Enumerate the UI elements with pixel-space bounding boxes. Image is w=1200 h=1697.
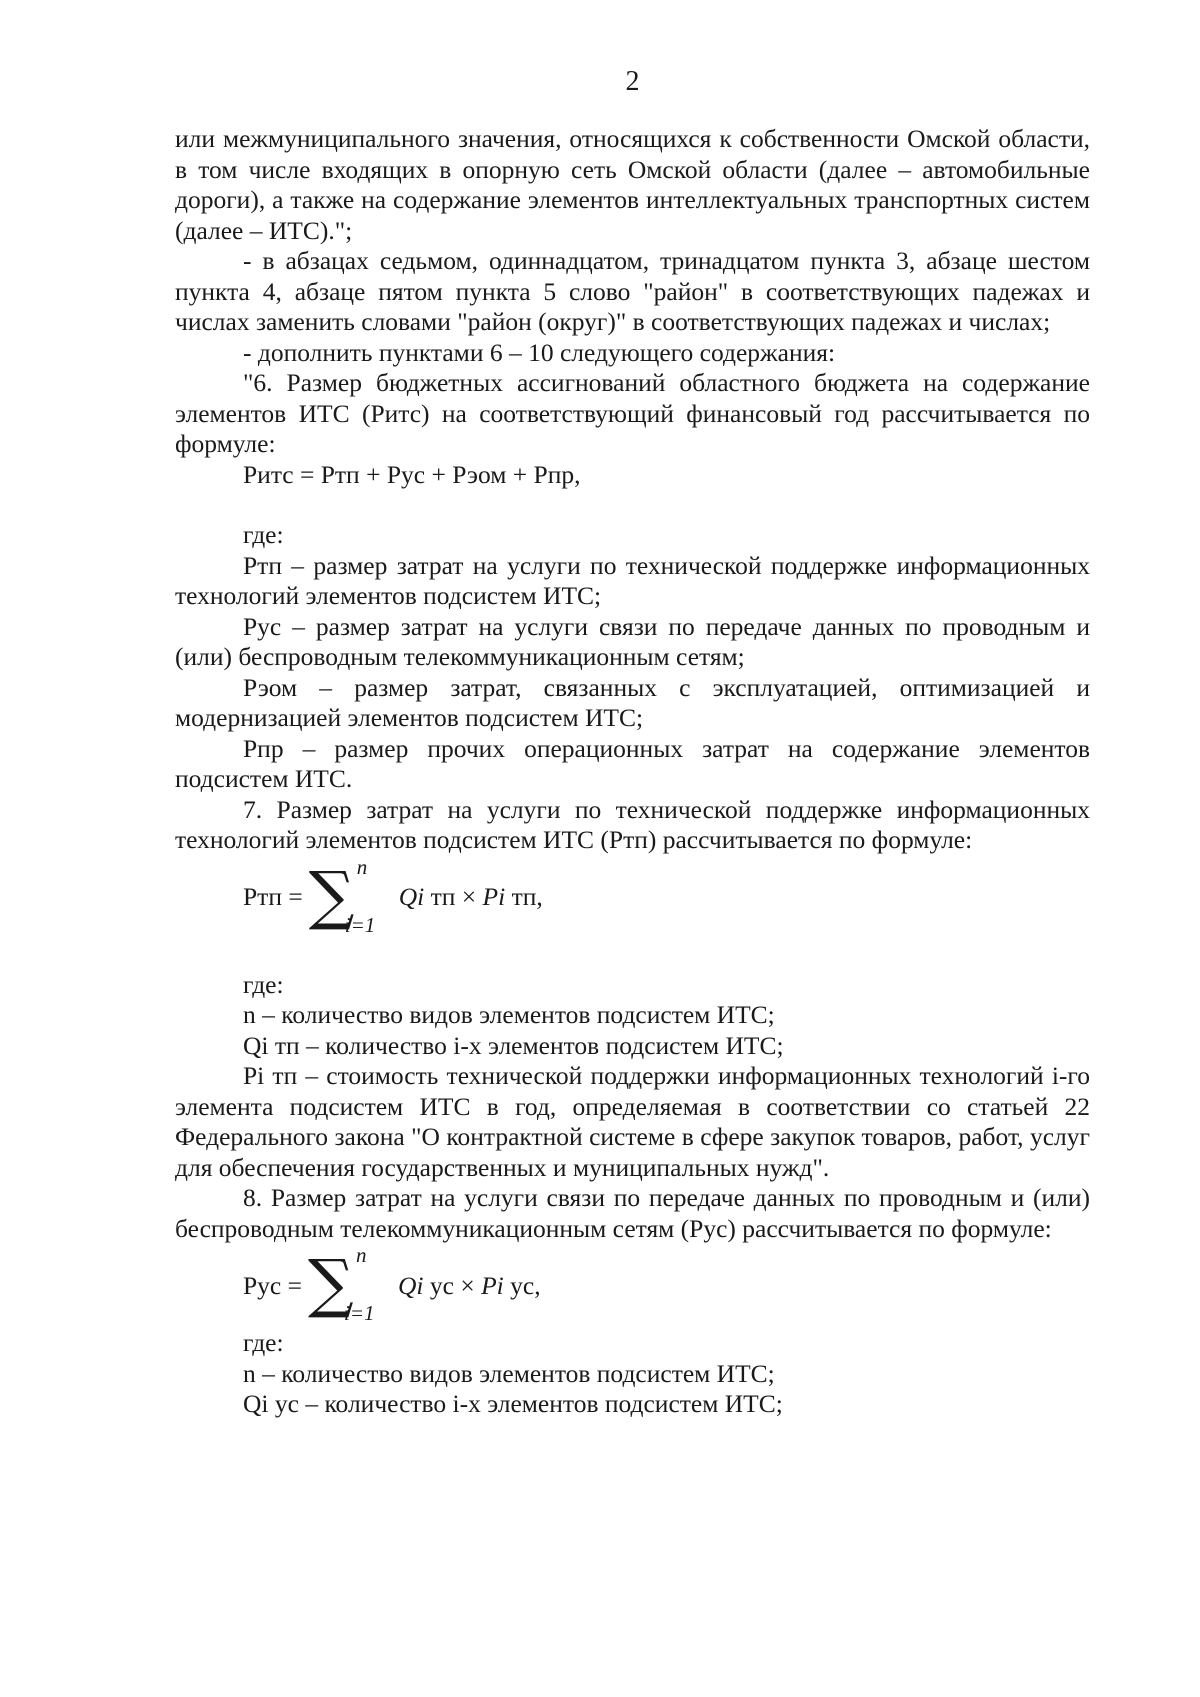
formula-rus: [175, 1243, 1090, 1326]
definition-n-2: n – количество видов элементов подсистем ИТС;: [243, 1358, 775, 1388]
formula-rtp-p-sub: тп,: [505, 882, 543, 912]
formula-rtp: [175, 854, 1090, 938]
paragraph-point-6: "6. Размер бюджетных ассигнований областного бюджета на содержание элементов ИТС (Ритс) на соответствующий финансовый год рассчитывается по формуле:: [175, 368, 1090, 458]
where-label-1: где:: [243, 520, 284, 549]
definition-rus: Рус – размер затрат на услуги связи по передаче данных по проводным и (или) беспроводным телекоммуникационным сетям;: [175, 611, 1090, 671]
formula-rus-p-sub: ус,: [503, 1270, 541, 1300]
page-number: 2: [625, 66, 640, 97]
sum-lower-limit: i=1: [344, 912, 376, 937]
paragraph-amendment-district: - в абзацах седьмом, одиннадцатом, тринадцатом пункта 3, абзаце шестом пункта 4, абзаце пятом пункта 5 слово "район" в соответствующих падежах и числах заменить словами "район (округ)" в соответствующих падежах и числах;: [175, 246, 1090, 336]
definition-rpr: Рпр – размер прочих операционных затрат на содержание элементов подсистем ИТС.: [175, 733, 1090, 793]
document-body: [175, 124, 1090, 1420]
definition-rtp: Ртп – размер затрат на услуги по технической поддержке информационных технологий элементов подсистем ИТС;: [175, 550, 1090, 610]
sum-lower-limit: i=1: [344, 1301, 375, 1325]
formula-rtp-q: Qi: [398, 882, 425, 912]
sum-upper-limit: n: [356, 854, 368, 879]
formula-rtp-p: Pi: [482, 882, 506, 912]
sigma-glyph: ∑: [308, 1247, 354, 1321]
formula-rtp-q-sub: тп ×: [424, 882, 483, 912]
formula-rus-lhs: Рус =: [243, 1270, 303, 1300]
summation-symbol: [308, 1243, 394, 1326]
formula-ritc: Ритс = Ртп + Рус + Рэом + Рпр,: [243, 459, 581, 489]
formula-rtp-lhs: Ртп =: [243, 882, 303, 912]
definition-pi-tp: Pi тп – стоимость технической поддержки информационных технологий i-го элемента подсистем ИТС в год, определяемая в соответствии со статьей 22 Федерального закона "О контрактной системе в сфере закупок товаров, работ, услуг для обеспечения государственных и муниципальных нужд".: [175, 1061, 1090, 1182]
paragraph-add-points: - дополнить пунктами 6 – 10 следующего содержания:: [243, 337, 836, 367]
summation-symbol: [308, 854, 395, 938]
paragraph-point-7: 7. Размер затрат на услуги по технической поддержке информационных технологий элементов подсистем ИТС (Ртп) рассчитывается по формуле:: [175, 794, 1090, 854]
definition-qi-us: Qi ус – количество i-х элементов подсистем ИТС;: [243, 1389, 783, 1418]
definition-n-1: n – количество видов элементов подсистем ИТС;: [243, 1000, 775, 1029]
sum-upper-limit: n: [356, 1243, 367, 1267]
definition-qi-tp: Qi тп – количество i-х элементов подсистем ИТС;: [243, 1030, 784, 1060]
formula-rus-q: Qi: [398, 1270, 424, 1300]
where-label-2: где:: [243, 969, 284, 999]
paragraph-point-8: 8. Размер затрат на услуги связи по передаче данных по проводным и (или) беспроводным телекоммуникационным сетям (Рус) рассчитывается по формуле:: [175, 1183, 1090, 1243]
formula-rus-q-sub: ус ×: [423, 1270, 482, 1300]
definition-reom: Рэом – размер затрат, связанных с эксплуатацией, оптимизацией и модернизацией элементов подсистем ИТС;: [175, 672, 1090, 732]
where-label-3: где:: [243, 1328, 284, 1357]
paragraph-continuation: или межмуниципального значения, относящихся к собственности Омской области, в том числе входящих в опорную сеть Омской области (далее – автомобильные дороги), а также на содержание элементов интеллектуальных транспортных систем (далее – ИТС).";: [175, 124, 1090, 245]
formula-rus-p: Pi: [481, 1270, 504, 1300]
sigma-glyph: ∑: [308, 858, 355, 933]
